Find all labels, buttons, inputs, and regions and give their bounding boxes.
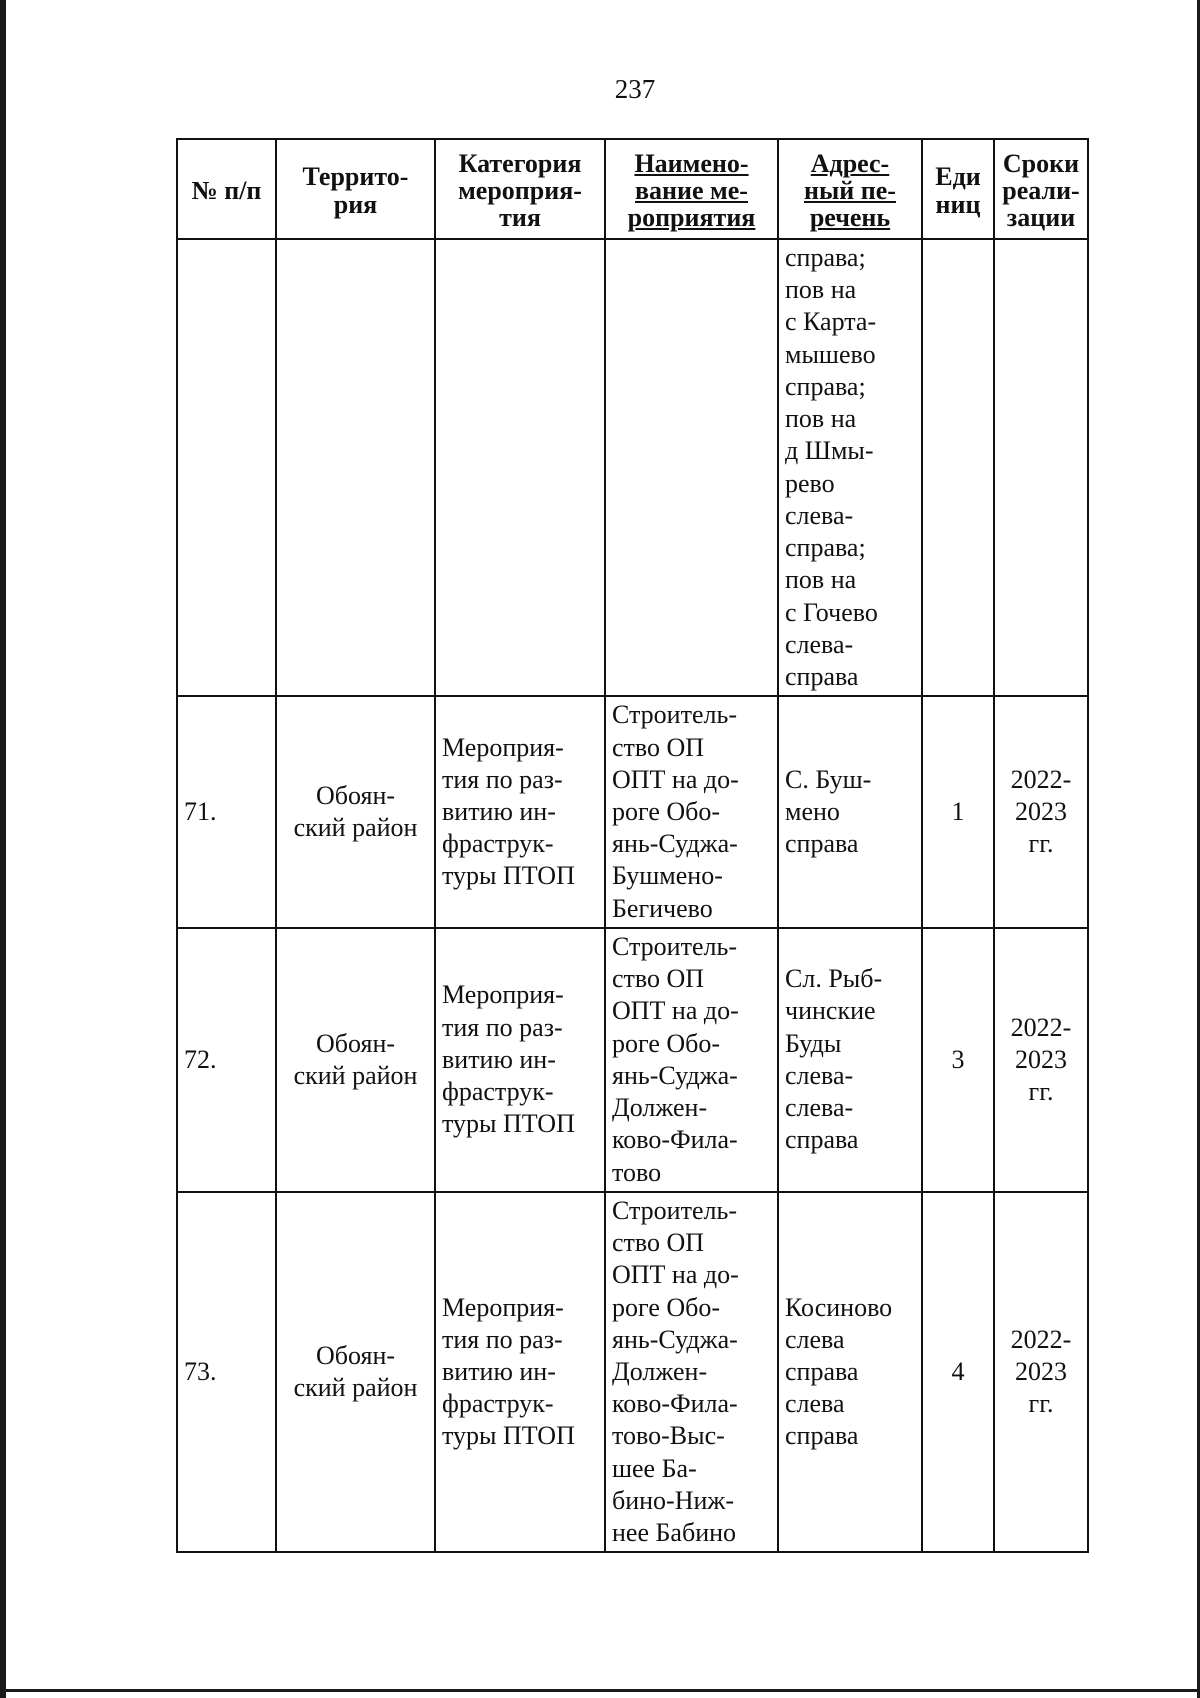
header-territory: Террито- рия [276, 139, 435, 239]
cell-units: 3 [922, 928, 994, 1192]
cell-territory: Обоян- ский район [276, 928, 435, 1192]
table-row [177, 696, 1088, 928]
cell-period: 2022- 2023 гг. [994, 696, 1088, 928]
header-period: Сроки реали- зации [994, 139, 1088, 239]
table-row-continuation [177, 239, 1088, 696]
cell-name: Строитель- ство ОП ОПТ на до- роге Обо- янь-Суджа- Должен- ково-Фила- тово [605, 928, 778, 1192]
page-number: 237 [614, 74, 656, 104]
cell-category: Мероприя- тия по раз- витию ин- фраструк- туры ПТОП [435, 696, 605, 928]
cell-name: Строитель- ство ОП ОПТ на до- роге Обо- янь-Суджа- Бушмено- Бегичево [605, 696, 778, 928]
cell-num: 73. [177, 1192, 276, 1553]
header-row [177, 139, 1088, 239]
cell-num [177, 239, 276, 696]
cell-num: 72. [177, 928, 276, 1192]
cell-category: Мероприя- тия по раз- витию ин- фраструк- туры ПТОП [435, 1192, 605, 1553]
header-address: Адрес- ный пе- речень [778, 139, 922, 239]
cell-address: Сл. Рыб- чинские Буды слева- слева- справа [778, 928, 922, 1192]
cell-period [994, 239, 1088, 696]
scan-edge-bottom [0, 1689, 1200, 1692]
cell-address: Косиново слева справа слева справа [778, 1192, 922, 1553]
cell-name: Строитель- ство ОП ОПТ на до- роге Обо- янь-Суджа- Должен- ково-Фила- тово-Выс- шее Ба- бино-Ниж- нее Бабино [605, 1192, 778, 1553]
cell-period: 2022- 2023 гг. [994, 1192, 1088, 1553]
table-row [177, 1192, 1088, 1553]
cell-units: 1 [922, 696, 994, 928]
cell-num: 71. [177, 696, 276, 928]
cell-address: С. Буш- мено справа [778, 696, 922, 928]
header-num: № п/п [177, 139, 276, 239]
cell-name [605, 239, 778, 696]
cell-territory: Обоян- ский район [276, 696, 435, 928]
cell-units [922, 239, 994, 696]
cell-territory: Обоян- ский район [276, 1192, 435, 1553]
table-row [177, 928, 1088, 1192]
cell-territory [276, 239, 435, 696]
cell-address: справа; пов на с Карта- мышево справа; пов на д Шмы- рево слева- справа; пов на с Гочево слева- справа [778, 239, 922, 696]
cell-units: 4 [922, 1192, 994, 1553]
cell-period: 2022- 2023 гг. [994, 928, 1088, 1192]
scan-edge-left [0, 0, 6, 1698]
cell-category [435, 239, 605, 696]
header-units: Еди ниц [922, 139, 994, 239]
cell-category: Мероприя- тия по раз- витию ин- фраструк- туры ПТОП [435, 928, 605, 1192]
events-table [176, 138, 1089, 1553]
header-name: Наимено- вание ме- роприятия [605, 139, 778, 239]
header-category: Категория мероприя- тия [435, 139, 605, 239]
